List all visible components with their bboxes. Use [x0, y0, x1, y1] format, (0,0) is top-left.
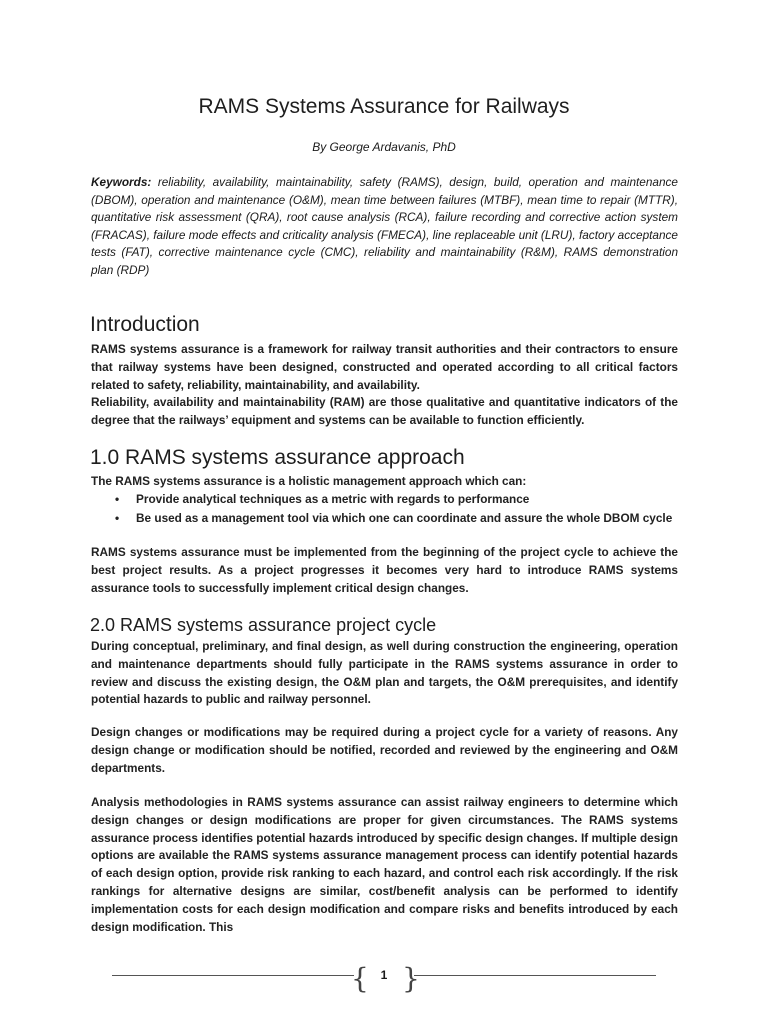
bullet-marker: • — [115, 492, 120, 506]
section-1-intro: The RAMS systems assurance is a holistic management approach which can: — [91, 474, 527, 488]
introduction-heading: Introduction — [90, 313, 200, 336]
keywords-paragraph — [91, 174, 678, 279]
list-item — [91, 509, 691, 528]
section-2-paragraph-3: Analysis methodologies in RAMS systems assurance can assist railway engineers to determine which design changes or design modifications are proper for given circumstances. The RAMS systems assurance process identifies potential hazards introduced by specific design changes. If multiple design options are available the RAMS systems assurance management process can identify potential hazards of each design option, provide risk ranking to each hazard, and control each risk accordingly. If the risk rankings for alternative designs are similar, cost/benefit analysis can be performed to identify implementation costs for each design modification and compare risks and benefits introduced by each design modification. This — [91, 795, 678, 934]
page-number: 1 — [380, 968, 388, 982]
footer-divider-left — [112, 975, 354, 976]
section-1-paragraph: RAMS systems assurance must be implemented from the beginning of the project cycle to achieve the best project results. As a project progresses it becomes very hard to introduce RAMS systems assurance tools to successfully implement critical design changes. — [91, 545, 678, 595]
section-2-heading: 2.0 RAMS systems assurance project cycle — [90, 615, 437, 635]
introduction-body — [91, 341, 678, 430]
introduction-paragraph-2: Reliability, availability and maintainability (RAM) are those qualitative and quantitative indicators of the degree that the railways’ equipment and systems can be available to function efficiently. — [91, 395, 678, 428]
bullet-text: Provide analytical techniques as a metric with regards to performance — [136, 492, 530, 506]
section-1-bullet-list — [91, 490, 691, 527]
keywords-text: reliability, availability, maintainability, safety (RAMS), design, build, operation and maintenance (DBOM), operation and maintenance (O&M), mean time between failures (MTBF), mean time to repair (MTTR), quantitative risk assessment (QRA), root cause analysis (RCA), failure recording and corrective action system (FRACAS), failure mode effects and criticality analysis (FMECA), line replaceable unit (LRU), factory acceptance tests (FAT), corrective maintenance cycle (CMC), reliability and maintainability (R&M), RAMS demonstration plan (RDP) — [91, 175, 678, 277]
document-title: RAMS Systems Assurance for Railways — [198, 95, 570, 118]
footer-brace-right: } — [402, 962, 420, 995]
keywords-label: Keywords: — [91, 175, 152, 189]
bullet-text: Be used as a management tool via which one can coordinate and assure the whole DBOM cycle — [136, 510, 673, 525]
footer-divider-right — [414, 975, 656, 976]
footer-brace-left: { — [351, 962, 369, 995]
section-2-paragraph-1: During conceptual, preliminary, and final design, as well during construction the engineering, operation and maintenance departments should fully participate in the RAMS systems assurance in order to review and discuss the existing design, the O&M plan and targets, the O&M prerequisites, and identify potential hazards to public and railway personnel. — [91, 639, 678, 707]
list-item — [91, 490, 691, 509]
section-2-paragraph-2: Design changes or modifications may be required during a project cycle for a variety of reasons. Any design change or modification should be notified, recorded and reviewed by the engineering and O&M departments. — [91, 725, 678, 775]
author-line: By George Ardavanis, PhD — [312, 140, 456, 154]
bullet-marker: • — [115, 510, 120, 525]
introduction-paragraph-1: RAMS systems assurance is a framework for railway transit authorities and their contractors to ensure that railway systems have been designed, constructed and operated according to all critical factors related to safety, reliability, maintainability, and availability. — [91, 342, 678, 392]
section-1-heading: 1.0 RAMS systems assurance approach — [90, 446, 465, 469]
